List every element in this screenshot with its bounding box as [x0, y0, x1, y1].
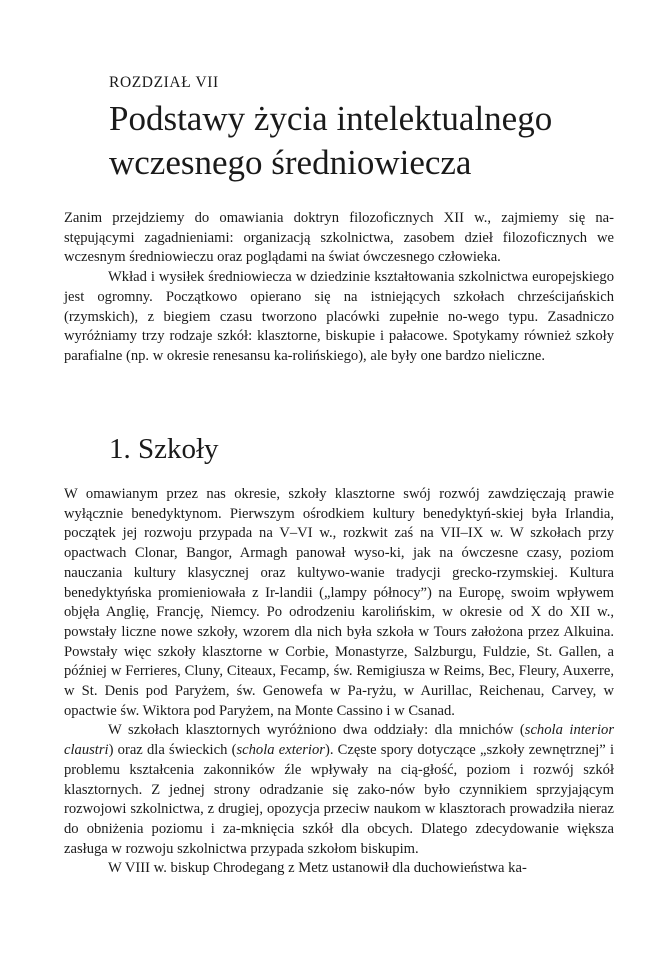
intro-text	[64, 209, 614, 367]
latin-term-interior: schola interior claustri	[64, 722, 614, 759]
chapter-title-line-1: Podstawy życia intelektualnego	[109, 99, 553, 138]
latin-term-exterior: schola exterior	[236, 742, 325, 759]
chapter-label: ROZDZIAŁ VII	[109, 74, 219, 91]
paragraph-2-part-b: ) oraz dla świeckich (	[108, 742, 237, 759]
intro-paragraph-1: Zanim przejdziemy do omawiania doktryn filozoficznych XII w., zajmiemy się na-stępującymi zagadnieniami: organizacją szkolnictwa, zasobem dzieł filozoficznych we wczesnym średniowieczu oraz poglądami na świat ówczesnego człowieka.	[64, 210, 614, 266]
section-paragraph-2	[64, 721, 614, 859]
intro-paragraph-2: Wkład i wysiłek średniowiecza w dziedzinie kształtowania szkolnictwa europejskiego jest ogromny. Początkowo opierano się na istniejących szkołach chrześcijańskich (rzymskich), z biegiem czasu tworzono placówki zupełnie no-wego typu. Zasadniczo wyróżniamy trzy rodzaje szkół: klasztorne, biskupie i pałacowe. Spotykamy również szkoły parafialne (np. w okresie renesansu ka-rolińskiego), ale były one bardzo nieliczne.	[64, 269, 614, 364]
paragraph-2-part-a: W szkołach klasztornych wyróżniono dwa oddziały: dla mnichów (	[108, 722, 525, 739]
chapter-title	[109, 97, 609, 185]
section-paragraph-3: W VIII w. biskup Chrodegang z Metz ustanowił dla duchowieństwa ka-	[108, 860, 527, 877]
paragraph-2-part-c: ). Częste spory dotyczące „szkoły zewnętrznej” i problemu kształcenia zakonników źle wpływały na cią-głość, poziom i rozwój szkół klasztornych. Z jednej strony odradzanie się zako-nów było czynnikiem sprzyjającym rozwojowi szkolnictwa, z drugiej, opozycja przeciw naukom w klasztorach prowadziła nieraz do obniżenia poziomu i za-mknięcia szkół dla obcych. Dlatego zdecydowanie większa zasługa w rozwoju szkolnictwa przypada szkołom biskupim.	[64, 742, 614, 857]
section-text	[64, 485, 614, 879]
section-title: 1. Szkoły	[109, 433, 219, 465]
chapter-title-line-2: wczesnego średniowiecza	[109, 143, 472, 182]
section-paragraph-1: W omawianym przez nas okresie, szkoły klasztorne swój rozwój zawdzięczają prawie wyłącznie benedyktynom. Pierwszym ośrodkiem kultury benedyktyń-skiej była Irlandia, początek jej rozwoju przypada na V–VI w., rozkwit zaś na VII–IX w. W szkołach przy opactwach Clonar, Bangor, Armagh panował wyso-ki, jak na ówczesne czasy, poziom nauczania kultury klasycznej oraz kultywo-wanie tradycji grecko-rzymskiej. Kultura benedyktyńska promieniowała z Ir-landii („lampy północy”) na Europę, swoim wpływem objęła Anglię, Francję, Niemcy. Po odrodzeniu karolińskim, w okresie od X do XII w., powstały liczne nowe szkoły, wzorem dla nich była szkoła w Tours założona przez Alkuina. Powstały więc szkoły klasztorne w Corbie, Monastyrze, Salzburgu, Fuldzie, St. Gallen, a później w Ferrieres, Cluny, Citeaux, Fecamp, św. Remigiusza w Reims, Bec, Fleury, Auxerre, w St. Denis pod Paryżem, św. Genowefa w Pa-ryżu, w Aurillac, Reichenau, Carvey, w opactwie św. Wiktora pod Paryżem, na Monte Cassino i w Csanad.	[64, 486, 614, 719]
